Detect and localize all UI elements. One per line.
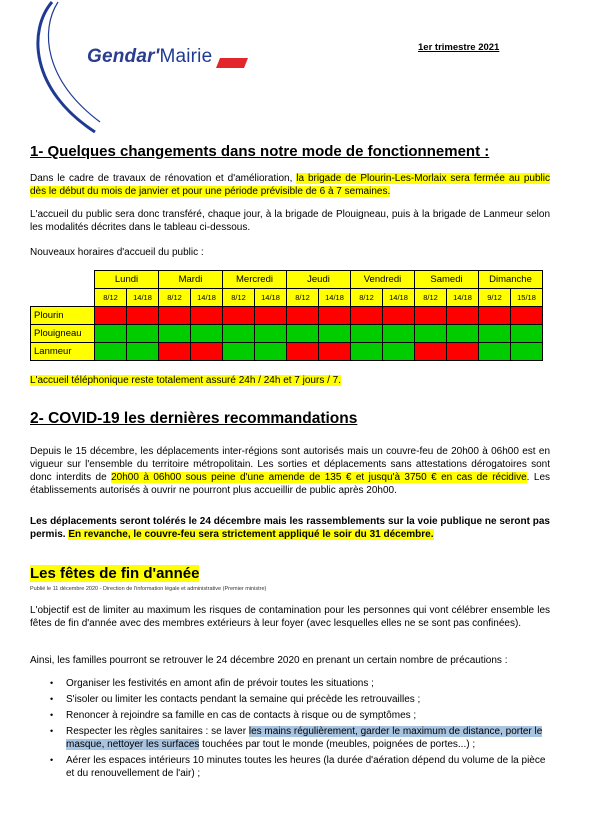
phone-note-highlight: L'accueil téléphonique reste totalement assuré 24h / 24h et 7 jours / 7.: [30, 375, 341, 386]
closed-cell: [319, 342, 351, 360]
list-item: • Aérer les espaces intérieurs 10 minutes toutes les heures (la durée d'aération dépend du volume de la pièce et du renouvellement de l'air) ;: [50, 754, 550, 780]
open-cell: [127, 324, 159, 342]
brigade-label: Plourin: [31, 306, 95, 324]
section2-p1-highlight: 20h00 à 06h00 sous peine d'une amende de 135 € et jusqu'à 3750 € en cas de récidive: [111, 472, 527, 483]
list-item: • Renoncer à rejoindre sa famille en cas de contacts à risque ou de symptômes ;: [50, 709, 550, 722]
day-header: Vendredi: [351, 271, 415, 289]
schedule-table: [30, 270, 543, 361]
slot-header: 14/18: [191, 289, 223, 307]
open-cell: [223, 324, 255, 342]
published-note: Publié le 11 décembre 2020 - Direction de l'information légale et administrative (Premier ministre): [30, 586, 267, 592]
open-cell: [479, 342, 511, 360]
open-cell: [319, 324, 351, 342]
closed-cell: [287, 306, 319, 324]
section1-paragraph2: L'accueil du public sera donc transféré, chaque jour, à la brigade de Plouigneau, puis à la brigade de Lanmeur selon les modalités décrites dans le tableau ci-dessous.: [30, 209, 550, 233]
table-corner: [31, 271, 95, 289]
slot-header: 8/12: [223, 289, 255, 307]
day-header: Jeudi: [287, 271, 351, 289]
quarter-label: 1er trimestre 2021: [418, 42, 500, 53]
logo-mairie: Mairie: [159, 46, 213, 67]
closed-cell: [447, 306, 479, 324]
slot-header: 14/18: [255, 289, 287, 307]
slot-header: 14/18: [127, 289, 159, 307]
logo-arc: [0, 0, 110, 140]
section1-p1-highlight: la brigade de Plourin-Les-Morlaix sera fermée au public dès le début du mois de janvier et pour une période prévisible de 6 à 7 semaines.: [30, 173, 550, 197]
day-header: Dimanche: [479, 271, 543, 289]
list-item: • Organiser les festivités en amont afin de prévoir toutes les situations ;: [50, 677, 550, 690]
closed-cell: [415, 342, 447, 360]
slot-header: 8/12: [351, 289, 383, 307]
closed-cell: [415, 306, 447, 324]
closed-cell: [287, 342, 319, 360]
open-cell: [159, 324, 191, 342]
closed-cell: [255, 306, 287, 324]
section1-title: 1- Quelques changements dans notre mode de fonctionnement :: [30, 143, 490, 160]
open-cell: [255, 324, 287, 342]
closed-cell: [383, 306, 415, 324]
brigade-label: Plouigneau: [31, 324, 95, 342]
section1-paragraph3: Nouveaux horaires d'accueil du public :: [30, 247, 204, 258]
brigade-label: Lanmeur: [31, 342, 95, 360]
day-header: Lundi: [95, 271, 159, 289]
slot-header: 14/18: [319, 289, 351, 307]
day-header: Mercredi: [223, 271, 287, 289]
list-item-text-a: Respecter les règles sanitaires : se laver: [66, 726, 249, 737]
section2-p2-text: Les déplacements seront tolérés le 24 décembre mais les rassemblements sur la voie publique ne seront pas permis.: [30, 516, 550, 540]
slot-header: 9/12: [479, 289, 511, 307]
section2-title: 2- COVID-19 les dernières recommandations: [30, 410, 358, 427]
open-cell: [447, 324, 479, 342]
day-header: Mardi: [159, 271, 223, 289]
open-cell: [351, 342, 383, 360]
day-header: Samedi: [415, 271, 479, 289]
slot-header: 8/12: [95, 289, 127, 307]
logo-brand: Gendar': [87, 46, 160, 67]
closed-cell: [511, 306, 543, 324]
table-row: [31, 324, 543, 342]
table-row: [31, 306, 543, 324]
phone-note: [30, 374, 550, 387]
open-cell: [415, 324, 447, 342]
closed-cell: [351, 306, 383, 324]
closed-cell: [447, 342, 479, 360]
open-cell: [383, 342, 415, 360]
list-item: • S'isoler ou limiter les contacts pendant la semaine qui précède les retrouvailles ;: [50, 693, 550, 706]
closed-cell: [479, 306, 511, 324]
logo-flag-icon: [216, 58, 248, 68]
closed-cell: [223, 306, 255, 324]
slot-header: 14/18: [383, 289, 415, 307]
closed-cell: [159, 306, 191, 324]
list-item-text-b: touchées par tout le monde (meubles, poignées de portes...) ;: [199, 739, 476, 750]
section2-paragraph2: [30, 515, 550, 541]
open-cell: [511, 342, 543, 360]
open-cell: [255, 342, 287, 360]
open-cell: [351, 324, 383, 342]
section2-p2-highlight: En revanche, le couvre-feu sera strictement appliqué le soir du 31 décembre.: [68, 529, 434, 540]
closed-cell: [127, 306, 159, 324]
open-cell: [127, 342, 159, 360]
slot-header: 8/12: [287, 289, 319, 307]
closed-cell: [191, 342, 223, 360]
open-cell: [223, 342, 255, 360]
open-cell: [383, 324, 415, 342]
open-cell: [287, 324, 319, 342]
section1-p1-text: Dans le cadre de travaux de rénovation et d'amélioration,: [30, 173, 297, 184]
slot-header: 14/18: [447, 289, 479, 307]
open-cell: [191, 324, 223, 342]
closed-cell: [319, 306, 351, 324]
table-row: [31, 342, 543, 360]
slot-header: 8/12: [159, 289, 191, 307]
open-cell: [95, 342, 127, 360]
section2-paragraph1: [30, 445, 550, 497]
closed-cell: [159, 342, 191, 360]
list-item-selection: les mains régulièrement, garder le maximum de distance, porter le masque, nettoyer les surfaces: [66, 726, 543, 750]
section2-p1-text-a: Depuis le 15 décembre, les déplacements inter-régions sont autorisés mais un couvre-feu de 20h00 à 06h00 est en vigueur sur l'ensemble du territoire métropolitain. Les sorties et déplacements sans attestations dérogatoires sont donc interdits de: [30, 446, 550, 483]
section3-paragraph1: L'objectif est de limiter au maximum les risques de contamination pour les personnes qui vont célébrer ensemble les fêtes de fin d'année avec des membres extérieurs à leur foyer (avec lesquelles elles ne se sont pas confinées).: [30, 605, 550, 629]
precautions-list: [50, 677, 550, 783]
section3-paragraph2: Ainsi, les familles pourront se retrouver le 24 décembre 2020 en prenant un certain nombre de précautions :: [30, 655, 508, 666]
section3-title: [30, 565, 199, 582]
closed-cell: [95, 306, 127, 324]
section2-p1-text-b: . Les établissements autorisés à ouvrir ne pourront plus accueillir de public après 20h00.: [30, 472, 551, 496]
slot-header: 15/18: [511, 289, 543, 307]
closed-cell: [191, 306, 223, 324]
section3-title-text: Les fêtes de fin d'année: [30, 565, 200, 582]
open-cell: [95, 324, 127, 342]
table-corner: [31, 289, 95, 307]
slot-header: 8/12: [415, 289, 447, 307]
list-item: [50, 725, 550, 751]
logo: [87, 46, 212, 68]
open-cell: [511, 324, 543, 342]
section1-paragraph1: [30, 172, 550, 198]
open-cell: [479, 324, 511, 342]
